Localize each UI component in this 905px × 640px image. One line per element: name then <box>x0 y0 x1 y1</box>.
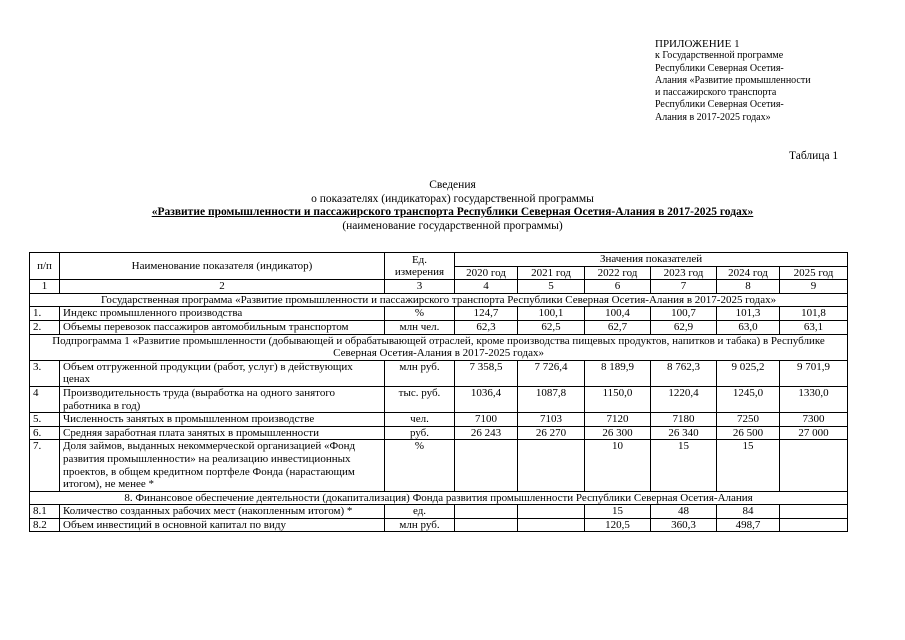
unit-cell: млн чел. <box>385 320 455 334</box>
value-cell: 7180 <box>651 413 717 427</box>
unit-cell: % <box>385 307 455 321</box>
value-cell: 1330,0 <box>780 386 848 412</box>
value-cell: 15 <box>651 440 717 491</box>
title-subline: о показателях (индикаторах) государственной программы <box>311 192 594 205</box>
header-year: 2022 год <box>585 266 651 280</box>
value-cell: 7250 <box>717 413 780 427</box>
value-cell <box>455 518 518 532</box>
value-cell: 7103 <box>518 413 585 427</box>
value-cell: 26 270 <box>518 426 585 440</box>
header-unit: Ед. измерения <box>385 253 455 280</box>
value-cell: 62,3 <box>455 320 518 334</box>
appendix-line: Алания «Развитие промышленности <box>655 74 811 86</box>
value-cell: 1036,4 <box>455 386 518 412</box>
value-cell: 7120 <box>585 413 651 427</box>
value-cell: 8 762,3 <box>651 360 717 386</box>
row-number: 8.2 <box>30 518 60 532</box>
value-cell: 7100 <box>455 413 518 427</box>
value-cell <box>780 518 848 532</box>
table-body <box>30 293 848 532</box>
value-cell: 62,7 <box>585 320 651 334</box>
value-cell: 26 500 <box>717 426 780 440</box>
column-number-row <box>30 280 848 294</box>
value-cell <box>455 505 518 519</box>
value-cell: 7300 <box>780 413 848 427</box>
appendix-line: Республики Северная Осетия- <box>655 99 784 111</box>
row-number: 1. <box>30 307 60 321</box>
value-cell: 15 <box>717 440 780 491</box>
unit-cell: руб. <box>385 426 455 440</box>
unit-cell: тыс. руб. <box>385 386 455 412</box>
value-cell <box>455 440 518 491</box>
value-cell: 124,7 <box>455 307 518 321</box>
table-row <box>30 518 848 532</box>
column-number: 4 <box>455 280 518 294</box>
value-cell <box>518 518 585 532</box>
column-number: 7 <box>651 280 717 294</box>
header-num: п/п <box>30 253 60 280</box>
value-cell <box>780 505 848 519</box>
header-year: 2020 год <box>455 266 518 280</box>
table-label: Таблица 1 <box>789 150 839 162</box>
value-cell: 101,3 <box>717 307 780 321</box>
indicator-name: Объем инвестиций в основной капитал по виду <box>60 518 385 532</box>
unit-cell: ед. <box>385 505 455 519</box>
indicator-name: Средняя заработная плата занятых в промышленности <box>60 426 385 440</box>
appendix-line: Алания в 2017-2025 годах» <box>655 111 771 123</box>
header-values-group: Значения показателей <box>455 253 848 267</box>
indicators-table <box>29 252 848 532</box>
value-cell: 498,7 <box>717 518 780 532</box>
indicator-name: Численность занятых в промышленном производстве <box>60 413 385 427</box>
program-name: «Развитие промышленности и пассажирского транспорта Республики Северная Осетия-Алания в 2017-2025 годах» <box>151 206 754 218</box>
value-cell: 15 <box>585 505 651 519</box>
table-row <box>30 360 848 386</box>
table-row <box>30 426 848 440</box>
value-cell: 1245,0 <box>717 386 780 412</box>
value-cell <box>518 505 585 519</box>
table-row <box>30 413 848 427</box>
value-cell: 84 <box>717 505 780 519</box>
column-number: 3 <box>385 280 455 294</box>
title-line: Сведения <box>429 179 476 191</box>
value-cell: 1087,8 <box>518 386 585 412</box>
value-cell <box>518 440 585 491</box>
appendix-block <box>655 38 895 124</box>
unit-cell: чел. <box>385 413 455 427</box>
indicator-name: Индекс промышленного производства <box>60 307 385 321</box>
column-number: 6 <box>585 280 651 294</box>
section-row <box>30 334 848 360</box>
value-cell: 10 <box>585 440 651 491</box>
value-cell: 26 243 <box>455 426 518 440</box>
value-cell: 9 025,2 <box>717 360 780 386</box>
table-row <box>30 440 848 491</box>
appendix-line: и пассажирского транспорта <box>655 87 777 99</box>
value-cell: 48 <box>651 505 717 519</box>
column-number: 5 <box>518 280 585 294</box>
section-title: Государственная программа «Развитие промышленности и пассажирского транспорта Республики Северная Осетия-Алания в 2017-2025 годах» <box>30 293 848 307</box>
row-number: 4 <box>30 386 60 412</box>
value-cell: 63,1 <box>780 320 848 334</box>
value-cell: 360,3 <box>651 518 717 532</box>
row-number: 5. <box>30 413 60 427</box>
header-year: 2025 год <box>780 266 848 280</box>
value-cell: 62,5 <box>518 320 585 334</box>
header-indicator: Наименование показателя (индикатор) <box>60 253 385 280</box>
value-cell: 27 000 <box>780 426 848 440</box>
section-title: Подпрограмма 1 «Развитие промышленности (добывающей и обрабатывающей отраслей, кроме производства пищевых продуктов, напитков и табака) в Республике Северная Осетия-Алания в 2017-2025 годах» <box>30 334 848 360</box>
row-number: 7. <box>30 440 60 491</box>
row-number: 3. <box>30 360 60 386</box>
value-cell: 120,5 <box>585 518 651 532</box>
table-row <box>30 386 848 412</box>
appendix-line: Республики Северная Осетия- <box>655 62 784 74</box>
value-cell: 101,8 <box>780 307 848 321</box>
value-cell: 1220,4 <box>651 386 717 412</box>
value-cell: 100,7 <box>651 307 717 321</box>
indicator-name: Количество созданных рабочих мест (накопленным итогом) * <box>60 505 385 519</box>
header-year: 2024 год <box>717 266 780 280</box>
value-cell <box>780 440 848 491</box>
appendix-line: к Государственной программе <box>655 50 784 62</box>
value-cell: 100,4 <box>585 307 651 321</box>
value-cell: 62,9 <box>651 320 717 334</box>
value-cell: 1150,0 <box>585 386 651 412</box>
column-number: 2 <box>60 280 385 294</box>
column-number: 1 <box>30 280 60 294</box>
unit-cell: млн руб. <box>385 518 455 532</box>
unit-cell: % <box>385 440 455 491</box>
section-row <box>30 491 848 505</box>
indicator-name: Доля займов, выданных некоммерческой организацией «Фонд развития промышленности» на реализацию инвестиционных проектов, в общем кредитном портфеле Фонда (нарастающим итогом), не менее * <box>60 440 385 491</box>
indicator-name: Объемы перевозок пассажиров автомобильным транспортом <box>60 320 385 334</box>
table-row <box>30 307 848 321</box>
value-cell: 8 189,9 <box>585 360 651 386</box>
unit-cell: млн руб. <box>385 360 455 386</box>
indicator-name: Объем отгруженной продукции (работ, услуг) в действующих ценах <box>60 360 385 386</box>
value-cell: 7 726,4 <box>518 360 585 386</box>
value-cell: 63,0 <box>717 320 780 334</box>
value-cell: 7 358,5 <box>455 360 518 386</box>
section-row <box>30 293 848 307</box>
value-cell: 100,1 <box>518 307 585 321</box>
header-year: 2021 год <box>518 266 585 280</box>
value-cell: 26 300 <box>585 426 651 440</box>
row-number: 8.1 <box>30 505 60 519</box>
value-cell: 9 701,9 <box>780 360 848 386</box>
table-row <box>30 505 848 519</box>
indicator-name: Производительность труда (выработка на одного занятого работника в год) <box>60 386 385 412</box>
document-title <box>0 179 905 233</box>
table-row <box>30 320 848 334</box>
header-year: 2023 год <box>651 266 717 280</box>
column-number: 9 <box>780 280 848 294</box>
column-number: 8 <box>717 280 780 294</box>
program-caption: (наименование государственной программы) <box>342 219 563 232</box>
value-cell: 26 340 <box>651 426 717 440</box>
row-number: 6. <box>30 426 60 440</box>
row-number: 2. <box>30 320 60 334</box>
section-title: 8. Финансовое обеспечение деятельности (докапитализация) Фонда развития промышленности Республики Северная Осетия-Алания <box>30 491 848 505</box>
appendix-heading: ПРИЛОЖЕНИЕ 1 <box>655 38 740 50</box>
